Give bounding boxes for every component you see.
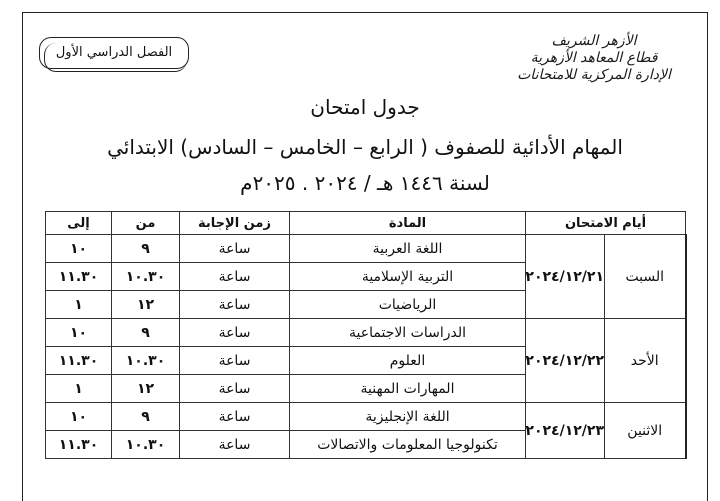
subject-cell: الرياضيات	[290, 291, 526, 319]
from-cell: ١٠.٣٠	[112, 263, 180, 291]
subject-cell: اللغة الإنجليزية	[290, 403, 526, 431]
duration-cell: ساعة	[180, 263, 290, 291]
duration-cell: ساعة	[180, 319, 290, 347]
document-title: جدول امتحان	[310, 95, 420, 119]
day-cell: الاثنين	[605, 403, 686, 459]
from-cell: ١٠.٣٠	[112, 347, 180, 375]
subject-cell: العلوم	[290, 347, 526, 375]
table-row	[46, 403, 686, 431]
to-cell: ١١.٣٠	[46, 347, 112, 375]
to-cell: ١	[46, 291, 112, 319]
institution-header	[499, 33, 689, 84]
from-cell: ١٠.٣٠	[112, 431, 180, 459]
to-cell: ١١.٣٠	[46, 431, 112, 459]
institution-line: قطاع المعاهد الأزهرية	[530, 50, 658, 66]
subject-cell: تكنولوجيا المعلومات والاتصالات	[290, 431, 526, 459]
document-subtitle: المهام الأدائية للصفوف ( الرابع – الخامس – السادس) الابتدائي	[107, 135, 623, 159]
to-cell: ١١.٣٠	[46, 263, 112, 291]
from-cell: ٩	[112, 319, 180, 347]
duration-cell: ساعة	[180, 403, 290, 431]
to-cell: ١٠	[46, 235, 112, 263]
duration-cell: ساعة	[180, 375, 290, 403]
day-cell: الأحد	[605, 319, 686, 403]
duration-cell: ساعة	[180, 431, 290, 459]
semester-label: الفصل الدراسي الأول	[39, 37, 189, 69]
exam-schedule-table	[45, 211, 687, 459]
subject-cell: الدراسات الاجتماعية	[290, 319, 526, 347]
subject-cell: اللغة العربية	[290, 235, 526, 263]
institution-line: الإدارة المركزية للامتحانات	[517, 67, 671, 83]
from-cell: ١٢	[112, 291, 180, 319]
duration-cell: ساعة	[180, 347, 290, 375]
header-from: من	[112, 212, 180, 235]
header-subject: المادة	[290, 212, 526, 235]
header-to: إلى	[46, 212, 112, 235]
header-duration: زمن الإجابة	[180, 212, 290, 235]
date-cell: ٢٠٢٤/١٢/٢١	[526, 235, 605, 319]
table-row	[46, 319, 686, 347]
to-cell: ١٠	[46, 403, 112, 431]
table-row	[46, 235, 686, 263]
day-cell: السبت	[605, 235, 686, 319]
duration-cell: ساعة	[180, 235, 290, 263]
to-cell: ١٠	[46, 319, 112, 347]
subject-cell: المهارات المهنية	[290, 375, 526, 403]
duration-cell: ساعة	[180, 291, 290, 319]
document-page	[22, 12, 708, 501]
from-cell: ١٢	[112, 375, 180, 403]
institution-line: الأزهر الشريف	[551, 33, 637, 49]
from-cell: ٩	[112, 403, 180, 431]
header-exam-days: أيام الامتحان	[526, 212, 686, 235]
date-cell: ٢٠٢٤/١٢/٢٣	[526, 403, 605, 459]
to-cell: ١	[46, 375, 112, 403]
date-cell: ٢٠٢٤/١٢/٢٢	[526, 319, 605, 403]
from-cell: ٩	[112, 235, 180, 263]
subject-cell: التربية الإسلامية	[290, 263, 526, 291]
academic-year: لسنة ١٤٤٦ هـ / ٢٠٢٤ . ٢٠٢٥م	[240, 171, 490, 195]
